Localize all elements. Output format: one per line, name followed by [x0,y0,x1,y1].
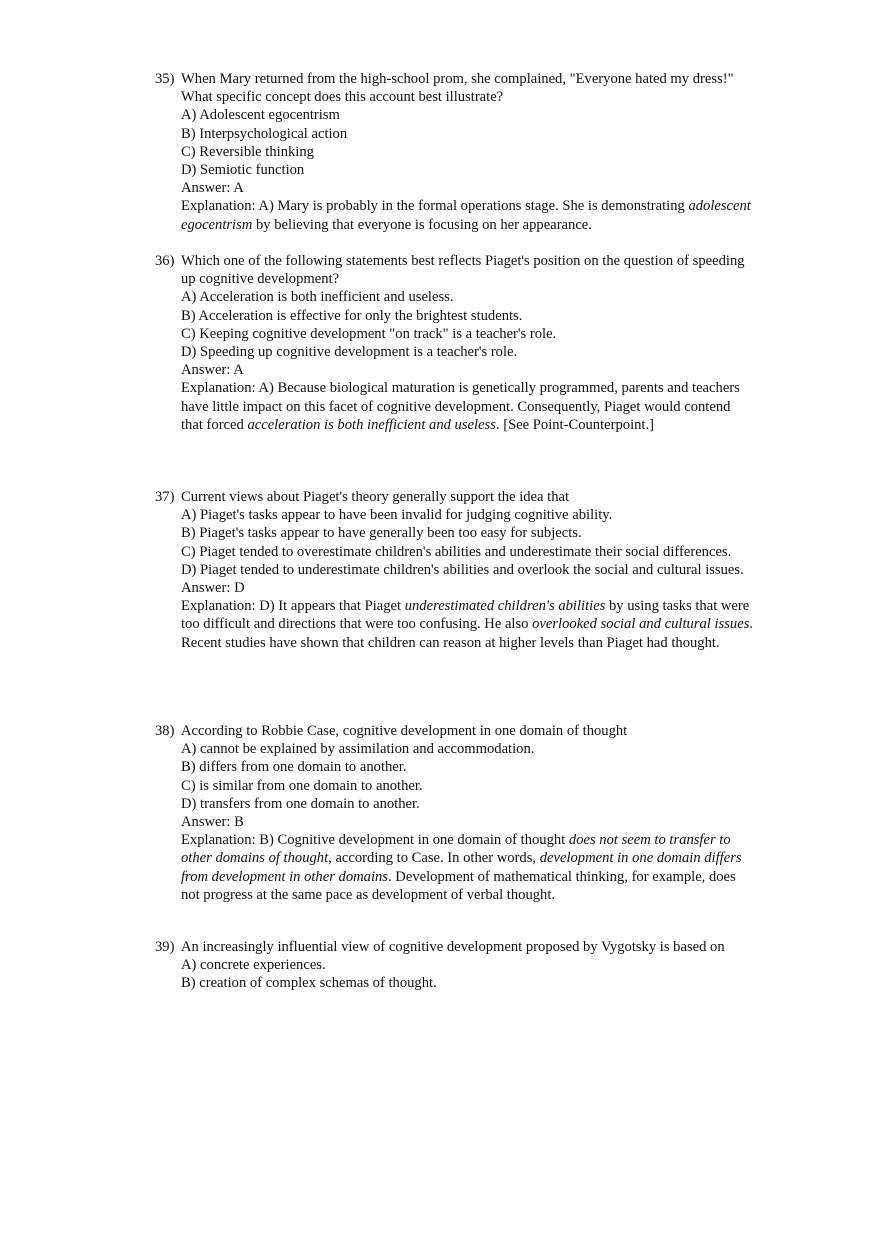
option-c: C) is similar from one domain to another. [181,777,423,794]
answer: Answer: D [181,580,245,597]
explanation [155,379,755,434]
question-stem: According to Robbie Case, cognitive development in one domain of thought [181,723,628,739]
option-a: A) Acceleration is both inefficient and useless. [181,289,454,306]
answer: Answer: A [181,180,244,197]
question-stem: Current views about Piaget's theory generally support the idea that [181,489,570,505]
question-number: 37) [155,489,175,505]
explanation [155,597,755,652]
option-a: A) Piaget's tasks appear to have been invalid for judging cognitive ability. [181,507,613,524]
option-b: B) Piaget's tasks appear to have generally been too easy for subjects. [181,525,582,542]
question-header [155,488,755,506]
question-stem: When Mary returned from the high-school prom, she complained, "Everyone hated my dress!" What specific concept does this account best illustrate? [181,71,734,106]
option-b: B) differs from one domain to another. [181,759,407,776]
explanation-text: Explanation: D) It appears that Piaget [181,598,405,615]
option-c: C) Piaget tended to overestimate children's abilities and underestimate their social differences. [181,543,732,560]
question-37 [155,488,755,652]
explanation-text: Explanation: B) Cognitive development in one domain of thought [181,832,569,849]
option-d: D) Semiotic function [181,162,305,179]
explanation-emphasis: does not seem to transfer to other domains of thought [181,832,731,867]
option-c: C) Keeping cognitive development "on track" is a teacher's role. [181,325,557,342]
explanation-text: Explanation: A) Because biological maturation is genetically programmed, parents and teachers have little impact on this facet of cognitive development. Consequently, Piaget would contend that forced [181,380,740,433]
option-b: B) creation of complex schemas of thought. [181,975,437,992]
explanation-text: by believing that everyone is focusing on her appearance. [252,216,592,233]
question-39 [155,938,755,993]
explanation-emphasis: development in one domain differs from development in other domains [181,850,742,885]
question-header [155,252,755,288]
explanation-text: . Development of mathematical thinking, for example, does not progress at the same pace as development of verbal thought. [181,868,736,903]
explanation-emphasis: underestimated children's abilities [404,598,606,615]
explanation-emphasis: overlooked social and cultural issues [532,616,750,633]
option-b: B) Interpsychological action [181,125,348,142]
option-d: D) Piaget tended to underestimate children's abilities and overlook the social and cultural issues. [181,561,744,578]
option-d: D) Speeding up cognitive development is a teacher's role. [181,344,518,361]
question-header [155,722,755,740]
question-stem: An increasingly influential view of cognitive development proposed by Vygotsky is based on [181,939,725,955]
explanation-text: by using tasks that were too difficult and directions that were too confusing. He also [181,598,750,633]
question-35 [155,70,755,234]
question-38 [155,722,755,904]
option-d: D) transfers from one domain to another. [181,795,420,812]
option-a: A) Adolescent egocentrism [181,107,340,124]
option-a: A) concrete experiences. [181,957,326,974]
explanation-text: Explanation: A) Mary is probably in the formal operations stage. She is demonstrating [181,198,689,215]
option-a: A) cannot be explained by assimilation and accommodation. [181,741,535,758]
question-number: 38) [155,723,175,739]
option-c: C) Reversible thinking [181,143,314,160]
explanation-text: , according to Case. In other words, [328,850,540,867]
question-number: 35) [155,71,175,87]
explanation [155,197,755,233]
question-36 [155,252,755,434]
option-b: B) Acceleration is effective for only the brightest students. [181,307,523,324]
question-header [155,938,755,956]
question-header [155,70,755,106]
explanation-text: . Recent studies have shown that children can reason at higher levels than Piaget had thought. [181,616,754,651]
question-number: 36) [155,253,175,269]
explanation-emphasis: acceleration is both inefficient and useless [247,416,496,433]
question-number: 39) [155,939,175,955]
explanation-emphasis: adolescent egocentrism [181,198,751,233]
answer: Answer: B [181,814,244,831]
question-stem: Which one of the following statements best reflects Piaget's position on the question of speeding up cognitive development? [181,253,745,288]
explanation-text: . [See Point-Counterpoint.] [495,416,654,433]
answer: Answer: A [181,362,244,379]
explanation [155,831,755,904]
